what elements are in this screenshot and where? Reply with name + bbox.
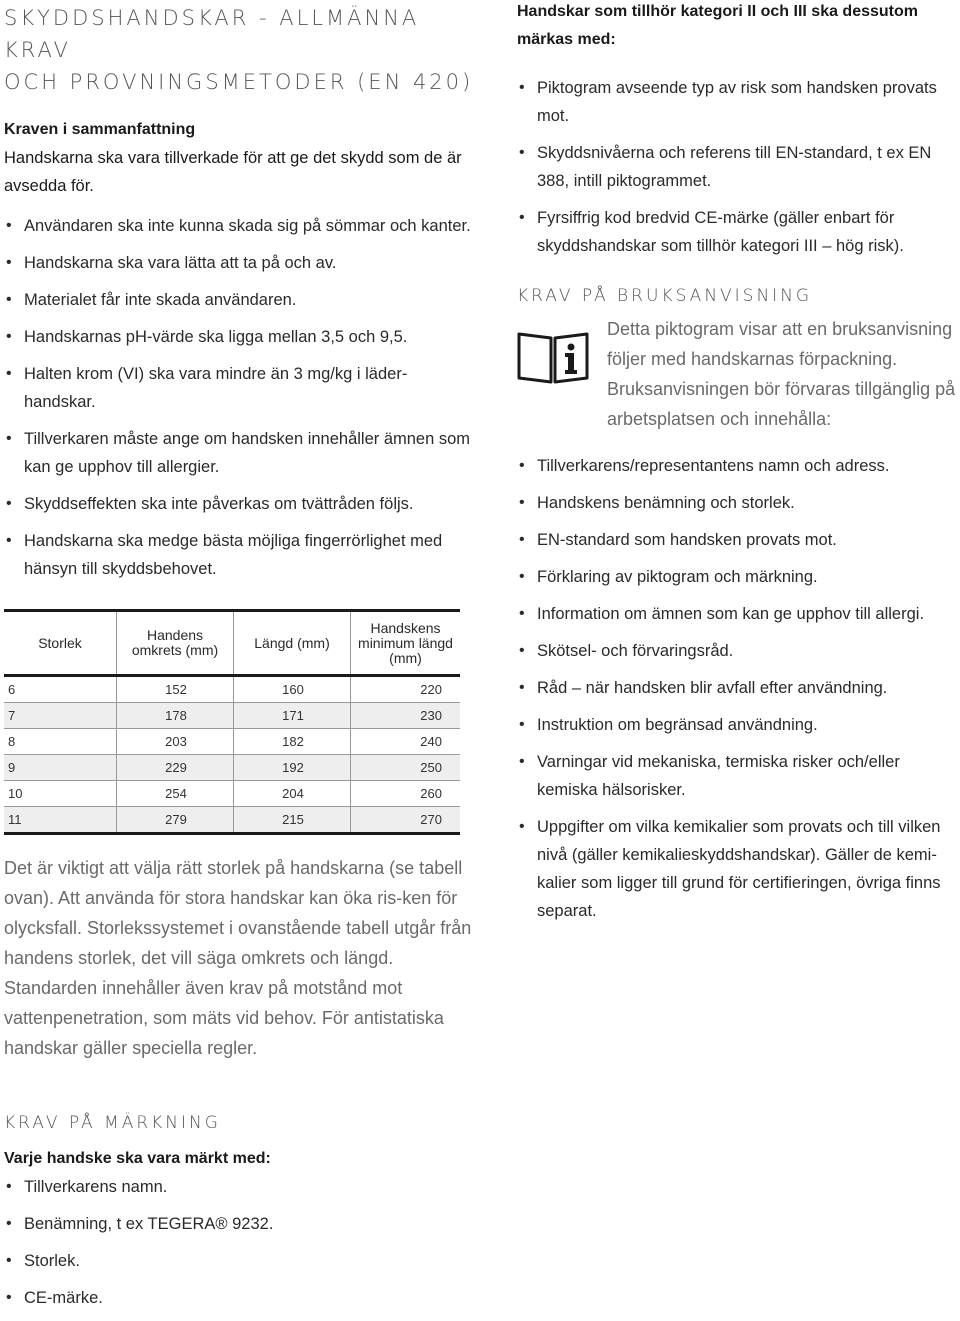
book-info-icon [517,328,589,384]
list-item: • Uppgifter om vilka kemikalier som provats och till vilken nivå (gäller kemikalieskyddshandskar). Gäller de kemi-kalier som ligger till grund för certifieringen, övriga finns separat. [517,813,957,925]
summary-intro: Handskarna ska vara tillverkade för att ge det skydd som de är avsedda för. [4,149,462,195]
table-row [4,729,460,755]
table-cell: 11 [4,807,117,834]
table-cell: 182 [234,729,351,755]
list-item: • Halten krom (VI) ska vara mindre än 3 mg/kg i läder-handskar. [4,360,474,416]
page-title-line-2: OCH PROVNINGSMETODER (EN 420) [4,70,474,94]
table-cell: 240 [351,729,461,755]
table-row [4,703,460,729]
list-item: • Fyrsiffrig kod bredvid CE-märke (gäller enbart för skyddshandskar som tillhör kategori III – hög risk). [517,204,957,260]
summary-heading: Kraven i sammanfattning [4,121,196,138]
table-row [4,781,460,807]
list-item: • Tillverkaren måste ange om handsken innehåller ämnen som kan ge upphov till allergier. [4,425,474,481]
table-cell: 171 [234,703,351,729]
list-item: • Användaren ska inte kunna skada sig på sömmar och kanter. [4,212,474,240]
list-item: • Piktogram avseende typ av risk som handsken provats mot. [517,74,957,130]
marking-list [4,1173,474,1312]
list-item: • EN-standard som handsken provats mot. [517,526,957,554]
table-cell: 229 [117,755,234,781]
marking-heading: Varje handske ska vara märkt med: [4,1150,271,1167]
list-item: • CE-märke. [4,1284,474,1312]
table-cell: 279 [117,807,234,834]
table-header: Handskens minimum längd (mm) [351,611,461,676]
right-column [517,0,957,934]
table-cell: 203 [117,729,234,755]
category-list [517,74,957,260]
table-header: Storlek [4,611,117,676]
table-cell: 270 [351,807,461,834]
list-item: • Råd – när handsken blir avfall efter användning. [517,674,957,702]
table-cell: 178 [117,703,234,729]
manual-title: KRAV PÅ BRUKSANVISNING [517,286,813,306]
table-cell: 8 [4,729,117,755]
manual-list [517,452,957,925]
list-item: • Skyddseffekten ska inte påverkas om tvättråden följs. [4,490,474,518]
manual-text: Detta piktogram visar att en bruksanvisning följer med handskarnas förpackning. Bruksanvisningen bör förvaras tillgänglig på arbetsplatsen och innehålla: [607,319,956,429]
marking-title: KRAV PÅ MÄRKNING [4,1113,221,1133]
table-cell: 204 [234,781,351,807]
table-cell: 10 [4,781,117,807]
list-item: • Tillverkarens namn. [4,1173,474,1201]
table-cell: 7 [4,703,117,729]
size-paragraph: Det är viktigt att välja rätt storlek på handskarna (se tabell ovan). Att använda för stora handskar kan öka ris-ken för olycksfall. Storlekssystemet i ovanstående tabell utgår från handens storlek, det vill säga omkrets och längd. Standarden innehåller även krav på motstånd mot vattenpenetration, som mäts vid behov. För antistatiska handskar gäller speciella regler. [4,858,472,1058]
table-cell: 230 [351,703,461,729]
list-item: • Benämning, t ex TEGERA® 9232. [4,1210,474,1238]
table-cell: 160 [234,676,351,703]
left-column [4,0,474,1321]
list-item: • Varningar vid mekaniska, termiska risker och/eller kemiska hälsorisker. [517,748,957,804]
table-cell: 9 [4,755,117,781]
list-item: • Handskarnas pH-värde ska ligga mellan 3,5 och 9,5. [4,323,474,351]
table-cell: 260 [351,781,461,807]
list-item: • Handskens benämning och storlek. [517,489,957,517]
table-header: Handens omkrets (mm) [117,611,234,676]
list-item: • Tillverkarens/representantens namn och adress. [517,452,957,480]
list-item: • Storlek. [4,1247,474,1275]
table-row [4,755,460,781]
manual-info [517,314,957,434]
table-cell: 215 [234,807,351,834]
size-table [4,609,460,835]
table-cell: 250 [351,755,461,781]
list-item: • Skyddsnivåerna och referens till EN-standard, t ex EN 388, intill piktogrammet. [517,139,957,195]
list-item: • Handskarna ska vara lätta att ta på och av. [4,249,474,277]
list-item: • Förklaring av piktogram och märkning. [517,563,957,591]
table-header-row [4,611,460,676]
list-item: • Skötsel- och förvaringsråd. [517,637,957,665]
category-heading: Handskar som tillhör kategori II och III ska dessutom märkas med: [517,3,918,48]
table-row [4,807,460,834]
list-item: • Information om ämnen som kan ge upphov till allergi. [517,600,957,628]
table-cell: 6 [4,676,117,703]
page-title-line-1: SKYDDSHANDSKAR - ALLMÄNNA KRAV [4,6,420,62]
table-cell: 254 [117,781,234,807]
table-row [4,676,460,703]
page-title [4,2,474,98]
requirements-list [4,212,474,583]
list-item: • Instruktion om begränsad användning. [517,711,957,739]
list-item: • Handskarna ska medge bästa möjliga fingerrörlighet med hänsyn till skyddsbehovet. [4,527,474,583]
table-cell: 220 [351,676,461,703]
table-header: Längd (mm) [234,611,351,676]
table-cell: 192 [234,755,351,781]
list-item: • Materialet får inte skada användaren. [4,286,474,314]
table-cell: 152 [117,676,234,703]
